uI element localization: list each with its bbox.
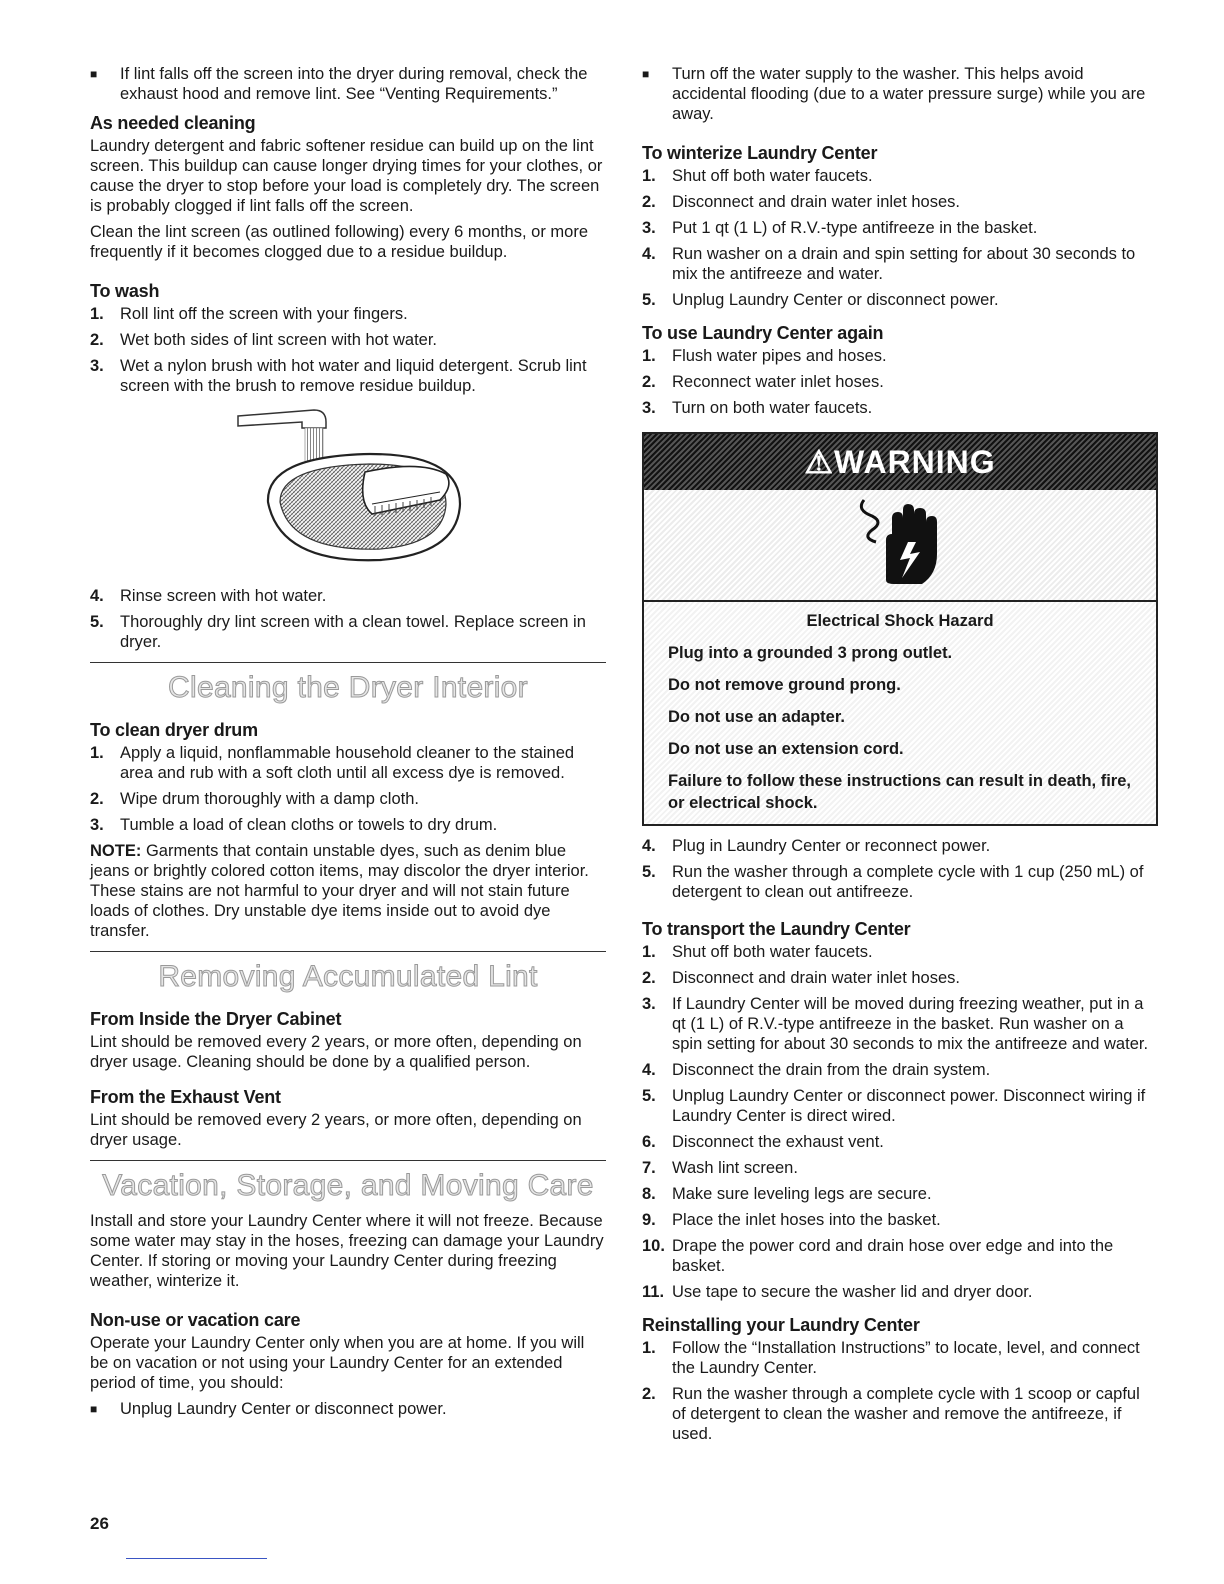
section-heading: Non-use or vacation care — [90, 1310, 301, 1330]
warning-line: Plug into a grounded 3 prong outlet. — [668, 644, 953, 662]
warning-title: ⚠WARNING — [644, 434, 1156, 490]
list-item: 4. Disconnect the drain from the drain system. — [642, 1061, 991, 1079]
lint-screen-brush-icon — [90, 404, 606, 574]
warning-line: Failure to follow these instructions can result in death, fire, or electrical shock. — [668, 772, 1131, 812]
transport-steps — [642, 942, 1158, 1302]
list-item: 3. Turn on both water faucets. — [642, 399, 873, 417]
paragraph: Clean the lint screen (as outlined following) every 6 months, or more frequently if it becomes clogged due to a residue buildup. — [90, 223, 588, 261]
list-item: ■ Turn off the water supply to the washer. This helps avoid accidental flooding (due to a water pressure surge) while you are away. — [642, 65, 1146, 123]
section-heading: To use Laundry Center again — [642, 323, 884, 343]
list-item: 5. Unplug Laundry Center or disconnect power. Disconnect wiring if Laundry Center is direct wired. — [642, 1087, 1146, 1125]
page-number: 26 — [90, 1514, 109, 1533]
footer-link-line — [126, 1558, 267, 1559]
list-item: 1. Shut off both water faucets. — [642, 943, 873, 961]
divider — [90, 1160, 606, 1161]
right-column — [642, 64, 1158, 1450]
paragraph: Lint should be removed every 2 years, or more often, depending on dryer usage. — [90, 1111, 582, 1149]
list-item: 3. Wet a nylon brush with hot water and liquid detergent. Scrub lint screen with the brush to remove residue buildup. — [90, 357, 587, 395]
list-item: 11. Use tape to secure the washer lid and dryer door. — [642, 1283, 1033, 1301]
list-item: 5. Thoroughly dry lint screen with a clean towel. Replace screen in dryer. — [90, 613, 586, 651]
list-item: 2. Wet both sides of lint screen with hot water. — [90, 331, 438, 349]
paragraph: Install and store your Laundry Center where it will not freeze. Because some water may stay in the hoses, freezing can damage your Laundry Center. If storing or moving your Laundry Center during freezing weather, winterize it. — [90, 1212, 604, 1290]
list-item: 2. Reconnect water inlet hoses. — [642, 373, 884, 391]
warning-icon-panel — [644, 490, 1156, 602]
list-item: 5. Run the washer through a complete cycle with 1 cup (250 mL) of detergent to clean out antifreeze. — [642, 863, 1144, 901]
hazard-title: Electrical Shock Hazard — [806, 612, 994, 630]
section-heading: From the Exhaust Vent — [90, 1087, 281, 1107]
list-item: 3. Tumble a load of clean cloths or towels to dry drum. — [90, 816, 498, 834]
section-heading: As needed cleaning — [90, 113, 256, 133]
section-title-removing-lint: Removing Accumulated Lint — [158, 960, 538, 993]
warning-line: Do not use an adapter. — [668, 708, 845, 726]
warning-line: Do not use an extension cord. — [668, 740, 904, 758]
winterize-steps — [642, 166, 1158, 310]
reinstall-steps — [642, 1338, 1158, 1444]
section-heading: From Inside the Dryer Cabinet — [90, 1009, 342, 1029]
list-item: 1. Follow the “Installation Instructions” to locate, level, and connect the Laundry Center. — [642, 1339, 1140, 1377]
list-item: 2. Disconnect and drain water inlet hoses. — [642, 193, 960, 211]
list-item: 3. If Laundry Center will be moved during freezing weather, put in a qt (1 L) of R.V.-type antifreeze in the basket. Run washer on a spin setting for about 30 seconds to mix the antifreeze and water. — [642, 995, 1149, 1053]
section-heading: To wash — [90, 281, 160, 301]
list-item: 1. Roll lint off the screen with your fingers. — [90, 305, 408, 323]
list-item: 9. Place the inlet hoses into the basket. — [642, 1211, 941, 1229]
list-item: 1. Apply a liquid, nonflammable household cleaner to the stained area and rub with a soft cloth until all excess dye is removed. — [90, 744, 575, 782]
list-item: 2. Wipe drum thoroughly with a damp cloth. — [90, 790, 419, 808]
list-item: 2. Run the washer through a complete cycle with 1 scoop or capful of detergent to clean the washer and remove the antifreeze, if used. — [642, 1385, 1140, 1443]
list-item: 5. Unplug Laundry Center or disconnect power. — [642, 291, 999, 309]
list-item: 10. Drape the power cord and drain hose over edge and into the basket. — [642, 1237, 1114, 1275]
section-title-cleaning-interior: Cleaning the Dryer Interior — [168, 671, 528, 704]
list-item: 4. Plug in Laundry Center or reconnect power. — [642, 837, 991, 855]
note-paragraph: NOTE: Garments that contain unstable dyes, such as denim blue jeans or brightly colored cotton items, may discolor the dryer interior. These stains are not harmful to your dryer and will not stain future loads of clothes. Dry unstable dye items inside out to avoid dye transfer. — [90, 842, 589, 940]
list-item: 1. Flush water pipes and hoses. — [642, 347, 887, 365]
section-heading: To winterize Laundry Center — [642, 143, 878, 163]
bullet-icon: ■ — [642, 67, 650, 81]
bullet-icon: ■ — [90, 67, 98, 81]
paragraph: Operate your Laundry Center only when you are at home. If you will be on vacation or not using your Laundry Center for an extended period of time, you should: — [90, 1334, 585, 1392]
electrical-shock-hand-icon — [842, 490, 962, 600]
list-item: ■ Unplug Laundry Center or disconnect power. — [90, 1400, 447, 1418]
lint-screen-illustration — [90, 404, 606, 574]
paragraph: Lint should be removed every 2 years, or more often, depending on dryer usage. Cleaning should be done by a qualified person. — [90, 1033, 582, 1071]
drum-steps — [90, 743, 606, 835]
list-item: ■ If lint falls off the screen into the dryer during removal, check the exhaust hood and remove lint. See “Venting Requirements.” — [90, 65, 588, 103]
warning-line: Do not remove ground prong. — [668, 676, 901, 694]
wash-steps-continued — [90, 586, 606, 652]
section-title-vacation: Vacation, Storage, and Moving Care — [102, 1169, 594, 1202]
bullet-icon: ■ — [90, 1402, 98, 1416]
list-item: 1. Shut off both water faucets. — [642, 167, 873, 185]
list-item: 3. Put 1 qt (1 L) of R.V.-type antifreeze in the basket. — [642, 219, 1038, 237]
use-again-steps-continued — [642, 836, 1158, 902]
list-item: 8. Make sure leveling legs are secure. — [642, 1185, 932, 1203]
list-item: 4. Rinse screen with hot water. — [90, 587, 327, 605]
section-heading: To transport the Laundry Center — [642, 919, 911, 939]
divider — [90, 951, 606, 952]
left-column — [90, 64, 606, 1425]
paragraph: Laundry detergent and fabric softener residue can build up on the lint screen. This buildup can cause longer drying times for your clothes, or cause the dryer to stop before your load is completely dry. The screen is probably clogged if lint falls off the screen. — [90, 137, 603, 215]
list-item: 4. Run washer on a drain and spin setting for about 30 seconds to mix the antifreeze and water. — [642, 245, 1136, 283]
warning-box — [642, 432, 1158, 826]
list-item: 6. Disconnect the exhaust vent. — [642, 1133, 884, 1151]
divider — [90, 662, 606, 663]
section-heading: Reinstalling your Laundry Center — [642, 1315, 920, 1335]
use-again-steps — [642, 346, 1158, 418]
list-item: 7. Wash lint screen. — [642, 1159, 798, 1177]
list-item: 2. Disconnect and drain water inlet hoses. — [642, 969, 960, 987]
wash-steps — [90, 304, 606, 396]
warning-body — [644, 602, 1156, 824]
section-heading: To clean dryer drum — [90, 720, 258, 740]
